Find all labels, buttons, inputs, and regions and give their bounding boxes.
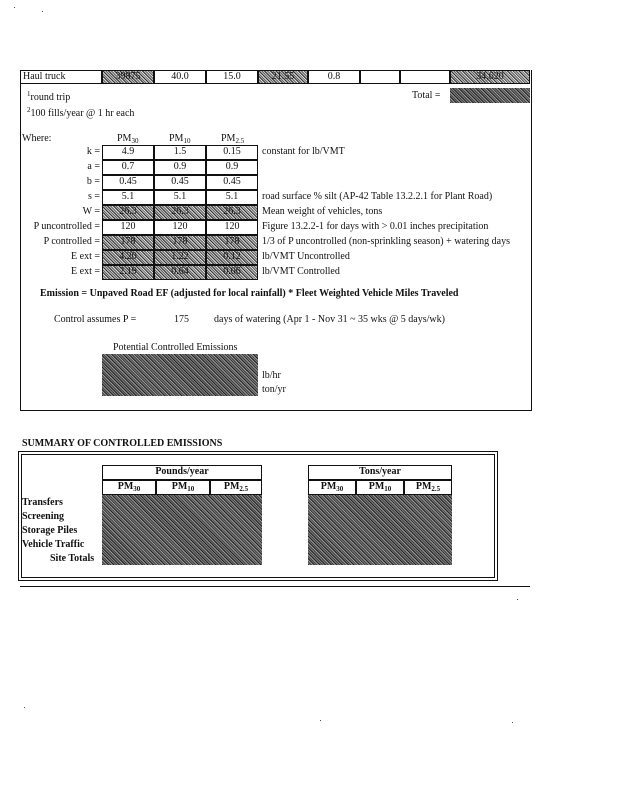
pounds-sub-pm30: $PM_{30}$ bbox=[102, 480, 156, 495]
total-value-box bbox=[450, 88, 530, 103]
parameter-value-v3: 26.3 bbox=[206, 205, 258, 220]
scan-speck bbox=[14, 7, 15, 8]
tons-sub-pm10: $PM_{10}$ bbox=[356, 480, 404, 495]
where-label: Where: bbox=[22, 133, 52, 144]
control-value: 175 bbox=[174, 314, 189, 325]
parameter-value-v3: 178 bbox=[206, 235, 258, 250]
haul-value-1: 39875 bbox=[102, 70, 154, 84]
parameter-description: lb/VMT Controlled bbox=[262, 266, 340, 277]
parameter-description: 1/3 of P uncontrolled (non-sprinkling season) + watering days bbox=[262, 236, 511, 247]
tons-values-grid bbox=[308, 495, 452, 565]
parameter-value-v1: 2.19 bbox=[102, 265, 154, 280]
scan-speck bbox=[517, 599, 518, 600]
pounds-values-grid bbox=[102, 495, 262, 565]
control-description: days of watering (Apr 1 - Nov 31 ~ 35 wks @ 5 days/wk) bbox=[214, 314, 445, 325]
parameter-label: P uncontrolled = bbox=[33, 221, 100, 232]
tons-header: Tons/year bbox=[308, 465, 452, 480]
parameter-label: E ext = bbox=[71, 266, 100, 277]
summary-row-storage-piles: Storage Piles bbox=[22, 525, 78, 536]
summary-row-vehicle-traffic: Vehicle Traffic bbox=[22, 539, 85, 550]
pounds-sub-pm10: $PM_{10}$ bbox=[156, 480, 210, 495]
haul-empty-1 bbox=[360, 70, 400, 84]
parameter-label: E ext = bbox=[71, 251, 100, 262]
parameter-value-v1: 26.3 bbox=[102, 205, 154, 220]
parameter-value-v2: 120 bbox=[154, 220, 206, 235]
tons-sub-pm25: $PM_{2.5}$ bbox=[404, 480, 452, 495]
bottom-rule bbox=[20, 586, 530, 587]
parameter-description: lb/VMT Uncontrolled bbox=[262, 251, 350, 262]
scan-speck bbox=[512, 722, 513, 723]
potential-unit-lbhr: lb/hr bbox=[262, 370, 281, 381]
footnote-2: $^2$100 fills/year @ 1 hr each bbox=[27, 106, 135, 119]
haul-empty-2 bbox=[400, 70, 450, 84]
parameter-label: W = bbox=[82, 206, 100, 217]
emission-formula: Emission = Unpaved Road EF (adjusted for local rainfall) * Fleet Weighted Vehicle Miles Traveled bbox=[40, 288, 459, 299]
footnote-1: $^1$round trip bbox=[27, 90, 71, 103]
parameter-value-v3: 0.15 bbox=[206, 145, 258, 160]
parameter-value-v2: 5.1 bbox=[154, 190, 206, 205]
potential-unit-tonyr: ton/yr bbox=[262, 384, 286, 395]
potential-emissions-grid bbox=[102, 354, 258, 396]
haul-value-4: 21.55 bbox=[258, 70, 308, 84]
parameter-label: k = bbox=[86, 146, 100, 157]
summary-title: SUMMARY OF CONTROLLED EMISSIONS bbox=[22, 438, 223, 449]
col-header-pm25: $PM_{2.5}$ bbox=[221, 133, 245, 145]
col-header-pm10: $PM_{10}$ bbox=[169, 133, 191, 145]
parameter-value-v2: 178 bbox=[154, 235, 206, 250]
parameter-value-v1: 120 bbox=[102, 220, 154, 235]
parameter-value-v1: 4.9 bbox=[102, 145, 154, 160]
total-label: Total = bbox=[412, 90, 441, 101]
parameter-value-v1: 5.1 bbox=[102, 190, 154, 205]
parameter-label: s = bbox=[87, 191, 100, 202]
parameter-value-v3: 5.1 bbox=[206, 190, 258, 205]
haul-value-5: 0.8 bbox=[308, 70, 360, 84]
col-header-pm30: $PM_{30}$ bbox=[117, 133, 139, 145]
parameter-value-v1: 178 bbox=[102, 235, 154, 250]
scan-speck bbox=[42, 11, 43, 12]
parameter-description: Mean weight of vehicles, tons bbox=[262, 206, 383, 217]
parameter-description: constant for lb/VMT bbox=[262, 146, 345, 157]
parameter-value-v3: 0.06 bbox=[206, 265, 258, 280]
haul-total: 34,620 bbox=[450, 70, 530, 84]
parameter-value-v2: 26.3 bbox=[154, 205, 206, 220]
parameter-description: road surface % silt (AP-42 Table 13.2.2.1 for Plant Road) bbox=[262, 191, 493, 202]
parameter-value-v2: 0.64 bbox=[154, 265, 206, 280]
parameter-value-v3: 0.12 bbox=[206, 250, 258, 265]
potential-title: Potential Controlled Emissions bbox=[113, 342, 238, 353]
parameter-value-v2: 1.5 bbox=[154, 145, 206, 160]
parameter-value-v2: 1.22 bbox=[154, 250, 206, 265]
parameter-label: b = bbox=[86, 176, 100, 187]
parameter-value-v3: 120 bbox=[206, 220, 258, 235]
parameter-value-v1: 0.7 bbox=[102, 160, 154, 175]
pounds-sub-pm25: $PM_{2.5}$ bbox=[210, 480, 262, 495]
parameter-value-v3: 0.9 bbox=[206, 160, 258, 175]
parameter-description: Figure 13.2.2-1 for days with > 0.01 inches precipitation bbox=[262, 221, 489, 232]
haul-value-3: 15.0 bbox=[206, 70, 258, 84]
parameter-value-v2: 0.45 bbox=[154, 175, 206, 190]
scan-speck bbox=[320, 720, 321, 721]
scan-speck bbox=[24, 707, 25, 708]
parameter-label: a = bbox=[87, 161, 100, 172]
pounds-header: Pounds/year bbox=[102, 465, 262, 480]
control-label: Control assumes P = bbox=[54, 314, 137, 325]
summary-row-screening: Screening bbox=[22, 511, 65, 522]
parameter-label: P controlled = bbox=[43, 236, 100, 247]
parameter-value-v1: 4.20 bbox=[102, 250, 154, 265]
parameter-value-v2: 0.9 bbox=[154, 160, 206, 175]
haul-truck-label: Haul truck bbox=[20, 70, 102, 84]
parameter-value-v3: 0.45 bbox=[206, 175, 258, 190]
haul-value-2: 40.0 bbox=[154, 70, 206, 84]
parameter-value-v1: 0.45 bbox=[102, 175, 154, 190]
tons-sub-pm30: $PM_{30}$ bbox=[308, 480, 356, 495]
summary-row-site-totals: Site Totals bbox=[50, 553, 95, 564]
summary-row-transfers: Transfers bbox=[22, 497, 63, 508]
